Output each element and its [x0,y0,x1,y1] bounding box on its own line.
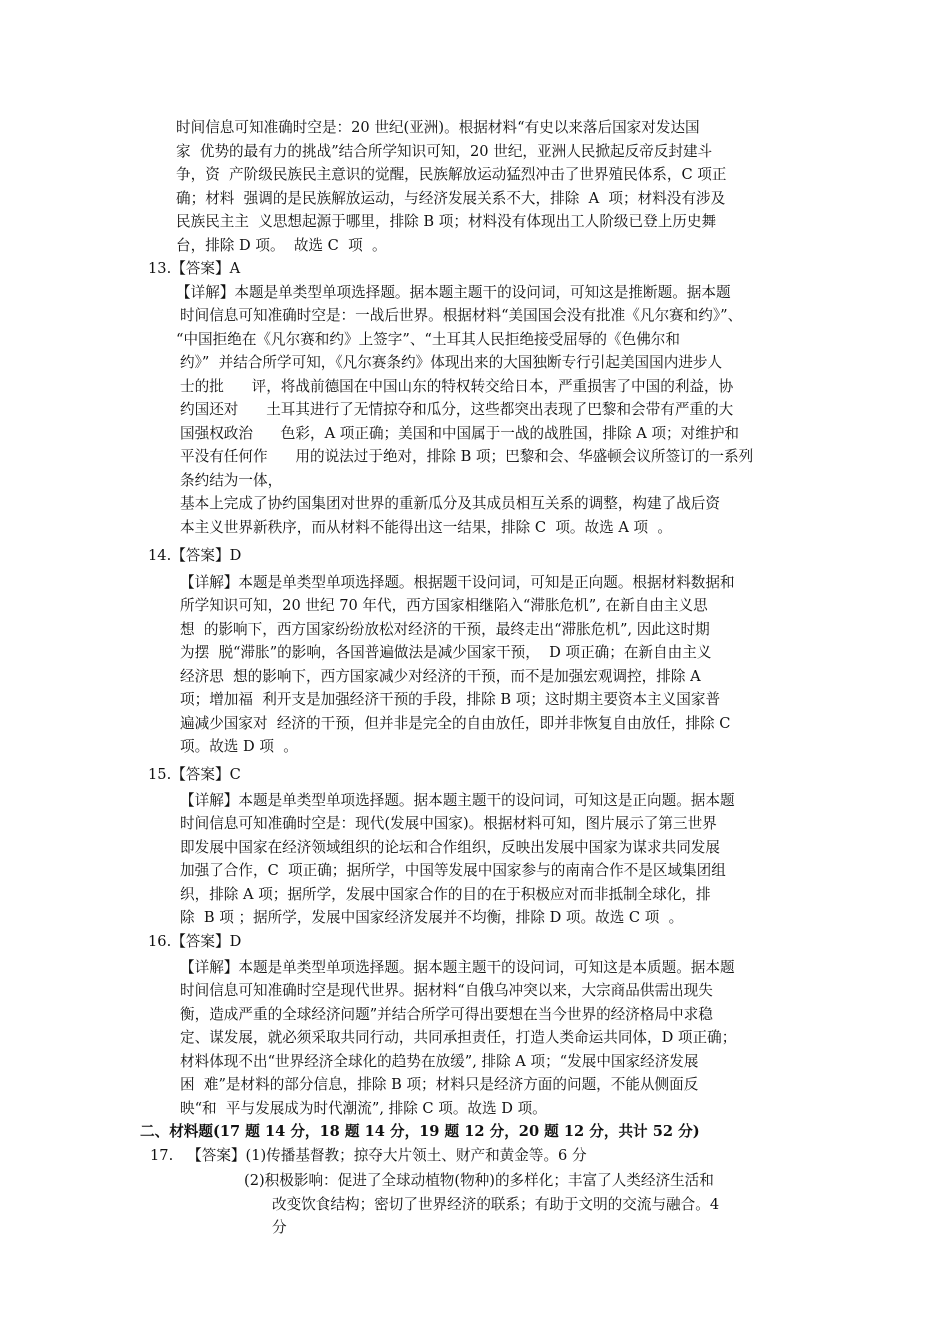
text-line: 约》” 并结合所学可知，《凡尔赛条约》体现出来的大国独断专行引起美国国内进步人 [180,354,723,371]
text-line: 【详解】本题是单类型单项选择题。根据题干设问词，可知是正向题。根据材料数据和 [180,574,735,591]
text-line: 条约结为一体， [180,472,283,489]
text-line: 基本上完成了协约国集团对世界的重新瓜分及其成员相互关系的调整，构建了战后资 [180,495,720,512]
text-line: 材料体现不出“世界经济全球化的趋势在放缓”, 排除 A 项；“发展中国家经济发展 [180,1053,699,1070]
text-line: 即发展中国家在经济领域组织的论坛和合作组织，反映出发展中国家为谋求共同发展 [180,839,720,856]
text-line: 【详解】本题是单类型单项选择题。据本题主题干的设问词，可知这是推断题。据本题 [176,284,731,301]
text-line: 约国还对 土耳其进行了无情掠夺和瓜分，这些都突出表现了巴黎和会带有严重的大 [180,401,734,418]
text-line: 为摆 脱“滞胀”的影响，各国普遍做法是减少国家干预， D 项正确；在新自由主义 [180,644,712,661]
text-line: 家 优势的最有力的挑战”结合所学知识可知，20 世纪，亚洲人民掀起反帝反封建斗 [176,143,713,160]
text-line: 士的批 评，将战前德国在中国山东的特权转交给日本，严重损害了中国的利益，协 [180,378,734,395]
text-line: 除 B 项 ；据所学，发展中国家经济发展并不均衡，排除 D 项。故选 C 项 。 [180,909,684,926]
text-line: 平没有任何作 用的说法过于绝对，排除 B 项；巴黎和会、华盛顿会议所签订的一系列 [180,448,754,465]
text-line: “中国拒绝在《凡尔赛和约》上签字”、“土耳其人民拒绝接受屈辱的《色佛尔和 [176,331,680,348]
text-line: 【详解】本题是单类型单项选择题。据本题主题干的设问词，可知这是正向题。据本题 [180,792,735,809]
text-line: 加强了合作，C 项正确；据所学，中国等发展中国家参与的南南合作不是区域集团组 [180,862,726,879]
text-line: 民族民主主 义思想起源于哪里，排除 B 项；材料没有体现出工人阶级已登上历史舞 [176,213,717,230]
text-line: 台，排除 D 项。 故选 C 项 。 [176,237,387,254]
text-line: 17. 【答案】(1)传播基督教；掠夺大片领土、财产和黄金等。6 分 [150,1147,587,1164]
text-line: 国强权政治 色彩，A 项正确；美国和中国属于一战的战胜国，排除 A 项；对维护和 [180,425,740,442]
text-line: 项。故选 D 项 。 [180,738,298,755]
section-heading: 二、材料题(17 题 14 分，18 题 14 分，19 题 12 分，20 题 12 分，共计 52 分) [140,1123,700,1140]
text-line: 遍减少国家对 经济的干预，但并非是完全的自由放任，即并非恢复自由放任，排除 C [180,715,731,732]
text-line: 所学知识可知，20 世纪 70 年代，西方国家相继陷入“滞胀危机”, 在新自由主义思 [180,597,708,614]
text-line: 13.【答案】A [148,260,241,277]
text-line: 时间信息可知准确时空是：一战后世界。根据材料“美国国会没有批准《凡尔赛和约》”、 [180,307,743,324]
text-line: 项；增加福 利开支是加强经济干预的手段，排除 B 项；这时期主要资本主义国家普 [180,691,721,708]
text-line: 时间信息可知准确时空是：20 世纪(亚洲)。根据材料“有史以来落后国家对发达国 [176,119,700,136]
text-line: 织，排除 A 项；据所学，发展中国家合作的目的在于积极应对而非抵制全球化，排 [180,886,711,903]
text-line: 本主义世界新秩序，而从材料不能得出这一结果，排除 C 项。故选 A 项 。 [180,519,672,536]
text-line: 经济思 想的影响下，西方国家减少对经济的干预，而不是加强宏观调控，排除 A [180,668,701,685]
text-line: 想 的影响下，西方国家纷纷放松对经济的干预，最终走出“滞胀危机”, 因此这时期 [180,621,710,638]
text-line: 时间信息可知准确时空是：现代(发展中国家)。根据材料可知，图片展示了第三世界 [180,815,717,832]
text-line: 映“和 平与发展成为时代潮流”, 排除 C 项。故选 D 项。 [180,1100,547,1117]
text-line: 衡，造成严重的全球经济问题”并结合所学可得出要想在当今世界的经济格局中求稳 [180,1006,713,1023]
text-line: 时间信息可知准确时空是现代世界。据材料“自俄乌冲突以来，大宗商品供需出现失 [180,982,713,999]
text-line: 改变饮食结构；密切了世界经济的联系；有助于文明的交流与融合。4 [272,1196,720,1213]
text-line: 确；材料 强调的是民族解放运动，与经济发展关系不大，排除 A 项；材料没有涉及 [176,190,726,207]
text-line: 定、谋发展，就必须采取共同行动，共同承担责任，打造人类命运共同体，D 项正确； [180,1029,737,1046]
text-line: 【详解】本题是单类型单项选择题。据本题主题干的设问词，可知这是本质题。据本题 [180,959,735,976]
text-line: 15.【答案】C [148,766,241,783]
text-line: 14.【答案】D [148,547,242,564]
text-line: 分 [272,1219,287,1236]
text-line: 16.【答案】D [148,933,242,950]
text-line: 困 难”是材料的部分信息，排除 B 项；材料只是经济方面的问题，不能从侧面反 [180,1076,699,1093]
text-line: (2)积极影响：促进了全球动植物(物种)的多样化；丰富了人类经济生活和 [244,1172,714,1189]
text-line: 争，资 产阶级民族民主意识的觉醒，民族解放运动猛烈冲击了世界殖民体系，C 项正 [176,166,727,183]
